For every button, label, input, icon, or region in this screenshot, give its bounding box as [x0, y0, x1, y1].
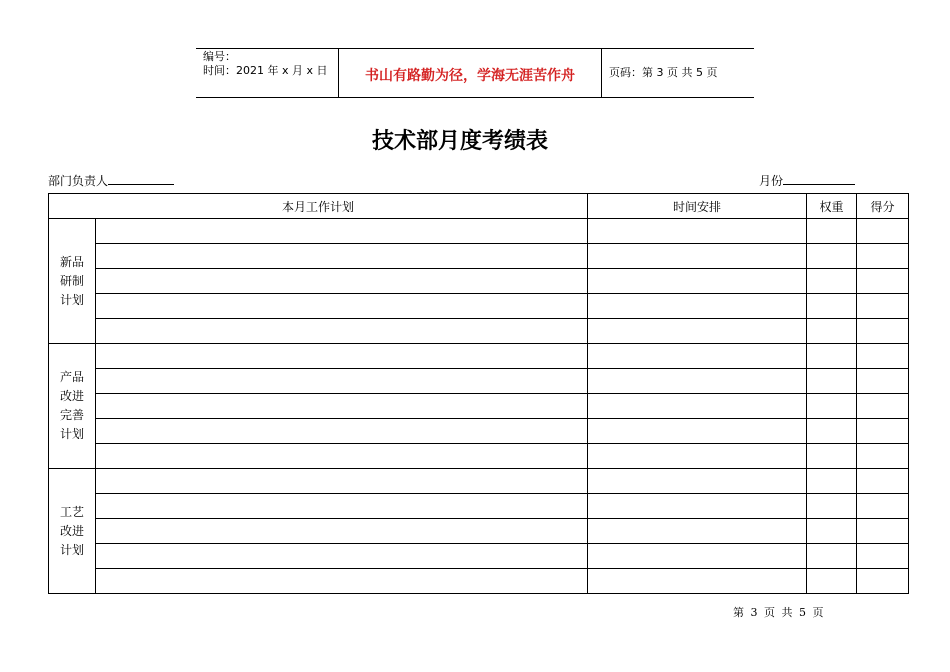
weight-cell[interactable]	[807, 294, 857, 319]
table-row	[49, 469, 909, 494]
number-label: 编号：	[203, 50, 236, 63]
plan-cell[interactable]	[96, 269, 588, 294]
weight-cell[interactable]	[807, 494, 857, 519]
score-cell[interactable]	[857, 419, 909, 444]
table-row	[49, 269, 909, 294]
page-footer: 第 3 页 共 5 页	[733, 606, 824, 619]
table-row	[49, 419, 909, 444]
schedule-cell[interactable]	[588, 444, 807, 469]
plan-cell[interactable]	[96, 544, 588, 569]
section-label-new-product: 新品 研制 计划	[49, 219, 96, 344]
weight-cell[interactable]	[807, 419, 857, 444]
col-header-score: 得分	[857, 194, 909, 219]
table-row	[49, 519, 909, 544]
weight-cell[interactable]	[807, 319, 857, 344]
schedule-cell[interactable]	[588, 319, 807, 344]
score-cell[interactable]	[857, 444, 909, 469]
score-cell[interactable]	[857, 494, 909, 519]
plan-cell[interactable]	[96, 519, 588, 544]
weight-cell[interactable]	[807, 469, 857, 494]
month-label: 月份	[759, 174, 784, 188]
table-row	[49, 244, 909, 269]
table-row	[49, 219, 909, 244]
schedule-cell[interactable]	[588, 469, 807, 494]
plan-cell[interactable]	[96, 469, 588, 494]
weight-cell[interactable]	[807, 444, 857, 469]
score-cell[interactable]	[857, 394, 909, 419]
score-cell[interactable]	[857, 294, 909, 319]
plan-cell[interactable]	[96, 394, 588, 419]
schedule-cell[interactable]	[588, 244, 807, 269]
dept-head-field	[48, 172, 174, 189]
plan-cell[interactable]	[96, 319, 588, 344]
table-row	[49, 444, 909, 469]
schedule-cell[interactable]	[588, 294, 807, 319]
score-cell[interactable]	[857, 219, 909, 244]
page-indicator: 页码：第 3 页 共 5 页	[609, 66, 718, 79]
score-cell[interactable]	[857, 569, 909, 594]
col-header-weight: 权重	[807, 194, 857, 219]
table-row	[49, 294, 909, 319]
schedule-cell[interactable]	[588, 394, 807, 419]
page-title: 技术部月度考绩表	[371, 129, 548, 154]
dept-head-label: 部门负责人	[48, 174, 109, 188]
month-field	[759, 172, 855, 189]
plan-cell[interactable]	[96, 244, 588, 269]
motto: 书山有路勤为径，学海无涯苦作舟	[365, 68, 575, 84]
table-row	[49, 494, 909, 519]
table-row	[49, 544, 909, 569]
col-header-schedule: 时间安排	[588, 194, 807, 219]
weight-cell[interactable]	[807, 369, 857, 394]
document-header	[196, 48, 754, 98]
schedule-cell[interactable]	[588, 569, 807, 594]
dept-head-blank[interactable]	[108, 173, 174, 185]
weight-cell[interactable]	[807, 519, 857, 544]
schedule-cell[interactable]	[588, 369, 807, 394]
time-label: 时间：2021 年 x 月 x 日	[203, 64, 328, 77]
table-row	[49, 569, 909, 594]
score-cell[interactable]	[857, 544, 909, 569]
section-label-product-improvement: 产品 改进 完善 计划	[49, 344, 96, 469]
header-page-cell	[602, 49, 754, 97]
schedule-cell[interactable]	[588, 419, 807, 444]
table-row	[49, 369, 909, 394]
score-cell[interactable]	[857, 369, 909, 394]
plan-cell[interactable]	[96, 494, 588, 519]
plan-cell[interactable]	[96, 219, 588, 244]
score-cell[interactable]	[857, 344, 909, 369]
plan-cell[interactable]	[96, 369, 588, 394]
schedule-cell[interactable]	[588, 544, 807, 569]
col-header-plan: 本月工作计划	[49, 194, 588, 219]
schedule-cell[interactable]	[588, 344, 807, 369]
plan-cell[interactable]	[96, 344, 588, 369]
weight-cell[interactable]	[807, 269, 857, 294]
schedule-cell[interactable]	[588, 519, 807, 544]
header-motto-cell	[339, 49, 602, 97]
month-blank[interactable]	[783, 173, 855, 185]
section-label-process-improvement: 工艺 改进 计划	[49, 469, 96, 594]
plan-cell[interactable]	[96, 419, 588, 444]
evaluation-table	[48, 193, 909, 594]
table-row	[49, 394, 909, 419]
weight-cell[interactable]	[807, 219, 857, 244]
weight-cell[interactable]	[807, 344, 857, 369]
table-row	[49, 319, 909, 344]
schedule-cell[interactable]	[588, 219, 807, 244]
score-cell[interactable]	[857, 319, 909, 344]
plan-cell[interactable]	[96, 444, 588, 469]
weight-cell[interactable]	[807, 544, 857, 569]
header-meta-cell	[196, 49, 339, 97]
table-row	[49, 344, 909, 369]
weight-cell[interactable]	[807, 244, 857, 269]
plan-cell[interactable]	[96, 569, 588, 594]
schedule-cell[interactable]	[588, 494, 807, 519]
weight-cell[interactable]	[807, 394, 857, 419]
score-cell[interactable]	[857, 269, 909, 294]
table-header-row	[49, 194, 909, 219]
score-cell[interactable]	[857, 469, 909, 494]
schedule-cell[interactable]	[588, 269, 807, 294]
score-cell[interactable]	[857, 519, 909, 544]
plan-cell[interactable]	[96, 294, 588, 319]
score-cell[interactable]	[857, 244, 909, 269]
weight-cell[interactable]	[807, 569, 857, 594]
